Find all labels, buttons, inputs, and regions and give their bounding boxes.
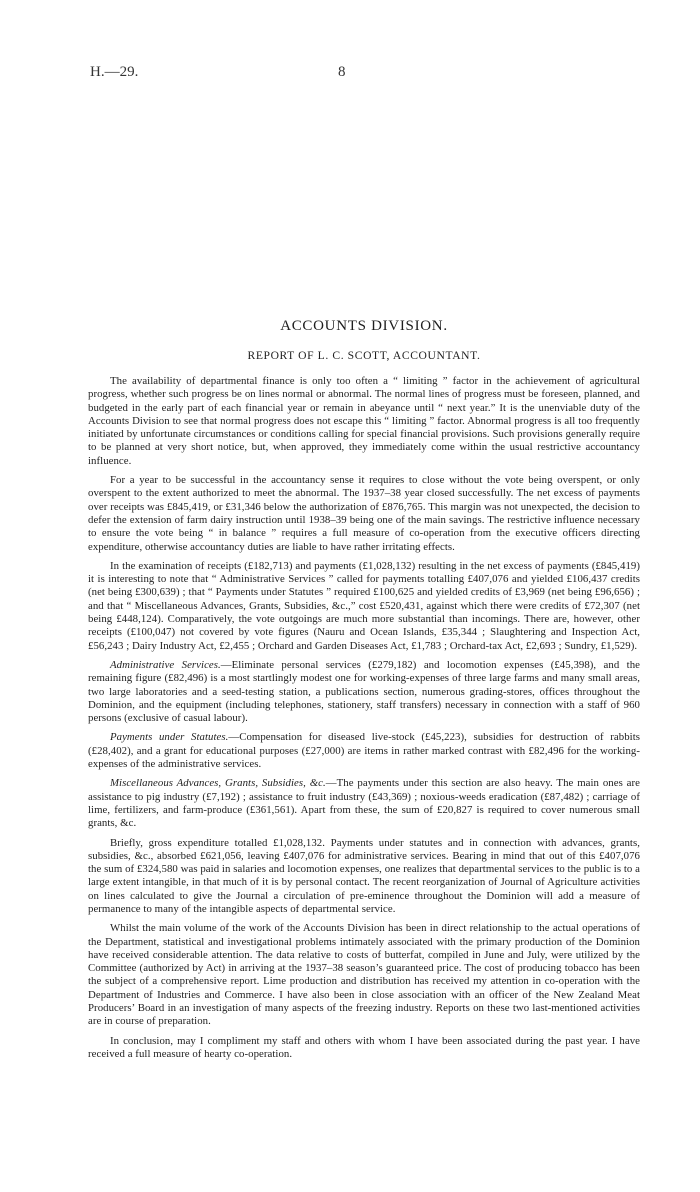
paragraph-conclusion [88, 1035, 640, 1062]
paragraph-text: For a year to be successful in the accountancy sense it requires to close without the vote being overspent, or only overspent to the extent authorized to meet the abnormal. The 1937–38 year closed successfully. The net excess of payments over receipts was £845,419, or £31,346 below the authorization of £876,765. This margin was not unexpected, the decision to defer the extension of farm dairy instruction until 1938–39 being one of the main savings. The restrictive influence necessary to ensure the vote being “ in balance ” requires a full measure of co-operation from the executive officers directing expenditure, otherwise accountancy duties are liable to have rather irritating effects. [88, 474, 640, 553]
paragraph-text: Briefly, gross expenditure totalled £1,028,132. Payments under statutes and in connection with advances, grants, subsidies, &c., absorbed £621,056, leaving £407,076 for administrative services. Bearing in mind that out of this £407,076 the sum of £324,580 was paid in salaries and locomotion expenses, one realizes that departmental services to the public is to a large extent intangible, in that much of it is by personal contact. The recent reorganization of Journal of Agriculture activities on lines calculated to give the Journal a circulation of pre-eminence throughout the Dominion will add a measure of permanence to many of the intangible aspects of departmental service. [88, 836, 640, 915]
report-body [88, 318, 640, 1067]
paragraph-payments-under-statutes [88, 731, 640, 771]
paragraph-administrative-services [88, 659, 640, 725]
paragraph-text: Whilst the main volume of the work of the Accounts Division has been in direct relationship to the actual operations of the Department, statistical and investigational problems intimately associated with the primary production of the Dominion have received considerable attention. The data relative to costs of butterfat, compiled in June and July, were utilized by the Committee (authorized by Act) in arriving at the 1937–38 season’s guaranteed price. The cost of producing tobacco has been the subject of a comprehensive report. Lime production and distribution has received my attention in co-operation with the Department of Industries and Commerce. I have also been in close association with an officer of the New Zealand Meat Producers’ Board in an investigation of many aspects of the freezing industry. Reports on these two last-mentioned activities are in course of preparation. [88, 922, 640, 1028]
paragraph-lead: Administrative Services. [110, 658, 221, 671]
paragraph-text: —Eliminate personal services (£279,182) and locomotion expenses (£45,398), and the remaining figure (£82,496) is a most startlingly modest one for working-expenses of three large farms and many small areas, two large laboratories and a seed-testing station, a publications section, numerous grading-stores, offices throughout the Dominion, and the equipment (including telephones, stationery, staff transfers) necessary in connection with a staff of 960 persons (exclusive of casual labour). [88, 658, 640, 725]
paragraph-text: In conclusion, may I compliment my staff and others with whom I have been associated during the past year. I have received a full measure of hearty co-operation. [88, 1034, 640, 1060]
paragraph-miscellaneous-advances [88, 777, 640, 830]
paragraph-receipts-payments [88, 560, 640, 653]
paragraph-successful-year [88, 474, 640, 554]
paragraph-gross-expenditure [88, 837, 640, 917]
paragraph-text: —Compensation for diseased live-stock (£45,223), subsidies for destruction of rabbits (£28,402), and a grant for educational purposes (£27,000) are items in rather marked contrast with £82,496 for the working-expenses of the administrative services. [88, 731, 640, 771]
report-subtitle: REPORT OF L. C. SCOTT, ACCOUNTANT. [247, 349, 481, 362]
paragraph-lead: Miscellaneous Advances, Grants, Subsidies, &c. [110, 777, 326, 790]
page-number: 8 [338, 64, 346, 80]
page-header [90, 64, 636, 84]
paragraph-text: In the examination of receipts (£182,713) and payments (£1,028,132) resulting in the net excess of payments (£845,419) it is interesting to note that “ Administrative Services ” called for payments totalling £407,076 and yielded £106,437 credits (net being £300,639) ; that “ Payments under Statutes ” required £100,625 and yielded credits of £3,969 (net being £96,656) ; and that “ Miscellaneous Advances, Grants, Subsidies, &c.,” cost £520,431, against which there were credits of £72,307 (net being £448,124). Comparatively, the vote outgoings are much more substantial than incomings. There are, however, other receipts (£100,047) not covered by vote figures (Nauru and Ocean Islands, £35,344 ; Slaughtering and Inspection Act, £56,243 ; Dairy Industry Act, £2,455 ; Orchard and Garden Diseases Act, £1,783 ; Orchard-tax Act, £2,693 ; Sundry, £1,529). [88, 559, 640, 652]
paragraph-availability [88, 375, 640, 468]
document-reference: H.—29. [90, 64, 139, 80]
paragraph-text: The availability of departmental finance is only too often a “ limiting ” factor in the achievement of agricultural progress, whether such progress be on lines normal or abnormal. The normal lines of progress must be foreseen, planned, and budgeted in the early part of each financial year or remain in abeyance until “ next year.” It is the unenviable duty of the Accounts Division to see that normal progress does not escape this “ limiting ” factor. Abnormal progress is all too frequently initiated by unfortunate circumstances or conditions calling for special financial provisions. Such provisions generally require to be planned at very short notice, but, when approved, they immediately come within the usual restrictive accountancy influence. [88, 375, 640, 467]
paragraph-lead: Payments under Statutes. [110, 731, 229, 744]
paragraph-text: —The payments under this section are also heavy. The main ones are assistance to pig industry (£7,192) ; assistance to fruit industry (£43,369) ; noxious-weeds eradication (£87,482) ; carriage of lime, fertilizers, and farm-produce (£361,561). Apart from these, the sum of £20,827 is required to cover numerous small grants, &c. [88, 777, 640, 830]
section-title: ACCOUNTS DIVISION. [280, 318, 448, 334]
paragraph-statistical-work [88, 922, 640, 1028]
